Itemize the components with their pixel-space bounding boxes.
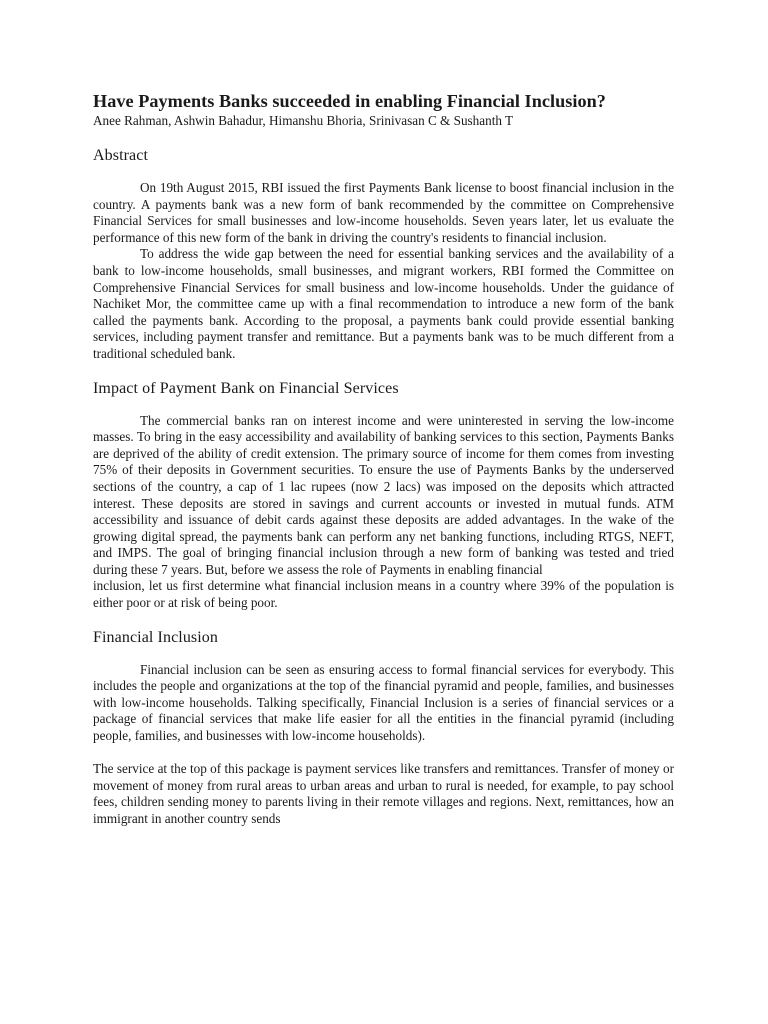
abstract-paragraph-1: On 19th August 2015, RBI issued the first Payments Bank license to boost financial inclusion in the country. A payments bank was a new form of bank recommended by the committee on Comprehensive Financial Services for small businesses and low-income households. Seven years later, let us evaluate the performance of this new form of the bank in driving the country's residents to financial inclusion. [93, 180, 674, 245]
document-authors: Anee Rahman, Ashwin Bahadur, Himanshu Bhoria, Srinivasan C & Sushanth T [93, 113, 514, 128]
impact-heading: Impact of Payment Bank on Financial Services [93, 379, 399, 397]
document-title: Have Payments Banks succeeded in enabling Financial Inclusion? [93, 91, 606, 111]
financial-inclusion-heading: Financial Inclusion [93, 628, 218, 646]
abstract-heading: Abstract [93, 147, 149, 164]
section-spacer [93, 363, 674, 379]
financial-inclusion-paragraph-1: Financial inclusion can be seen as ensuring access to formal financial services for everybody. This includes the people and organizations at the top of the financial pyramid and people, families, and businesses with low-income households. Talking specifically, Financial Inclusion is a series of financial services or a package of financial services that make life easier for all the entities in the financial pyramid (including people, families, and businesses with low-income households). [93, 661, 674, 744]
document-content [93, 90, 674, 828]
paragraph-spacer [93, 745, 674, 762]
section-spacer [93, 612, 674, 628]
financial-inclusion-paragraph-2: The service at the top of this package is payment services like transfers and remittances. Transfer of money or movement of money from rural areas to urban areas and urban to rural is needed, for example, to pay school fees, children sending money to parents living in their remote villages and regions. Next, remittances, how an immigrant in another country sends [93, 761, 674, 826]
impact-paragraph: The commercial banks ran on interest income and were uninterested in serving the low-income masses. To bring in the easy accessibility and availability of banking services to this section, Payments Banks are deprived of the ability of credit extension. The primary source of income for them comes from investing 75% of their deposits in Government securities. To ensure the use of Payments Banks by the underserved sections of the country, a cap of 1 lac rupees (now 2 lacs) was imposed on the deposits which attracted interest. These deposits are stored in savings and current accounts or invested in mutual funds. ATM accessibility and issuance of debit cards against these deposits are added advantages. In the wake of the growing digital spread, the payments bank can perform any net banking functions, including RTGS, NEFT, and IMPS. The goal of bringing financial inclusion through a new form of banking was tested and tried during these 7 years. But, before we assess the role of Payments in enabling financial [93, 412, 674, 577]
impact-paragraph-continued: inclusion, let us first determine what financial inclusion means in a country where 39% of the population is either poor or at risk of being poor. [93, 578, 674, 611]
abstract-paragraph-2: To address the wide gap between the need for essential banking services and the availability of a bank to low-income households, small businesses, and migrant workers, RBI formed the Committee on Comprehensive Financial Services for small business and low-income households. Under the guidance of Nachiket Mor, the committee came up with a final recommendation to introduce a new form of the bank called the payments bank. According to the proposal, a payments bank could provide essential banking services, including payment transfer and remittance. But a payments bank was to be much different from a traditional scheduled bank. [93, 246, 674, 361]
